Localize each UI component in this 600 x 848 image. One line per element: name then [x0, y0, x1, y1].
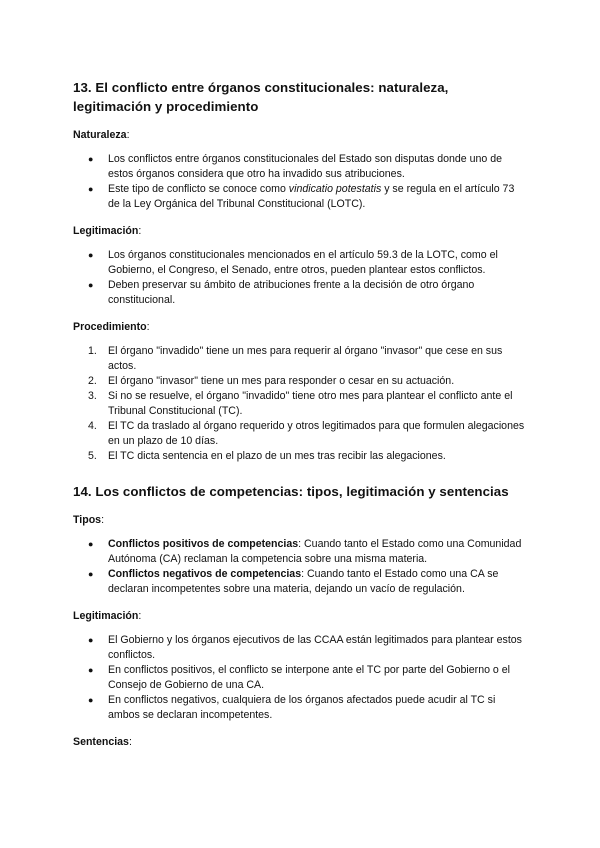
list-number: 4. [88, 420, 97, 432]
list-item: ● En conflictos negativos, cualquiera de los órganos afectados puede acudir al TC si ambos se declaran incompetentes. [88, 694, 496, 721]
bullet-icon: ● [88, 154, 94, 164]
list-item: ● Conflictos negativos de competencias: Cuando tanto el Estado como una CA se declaran incompetentes sobre una materia, dejando un vacío de regulación. [88, 568, 499, 595]
bullet-icon: ● [88, 695, 94, 705]
bullet-icon: ● [88, 539, 94, 549]
list-item: ● Los órganos constitucionales mencionados en el artículo 59.3 de la LOTC, como el Gobierno, el Congreso, el Senado, entre otros, pueden plantear estos conflictos. [88, 249, 498, 276]
bullet-icon: ● [88, 569, 94, 579]
tipos-heading: Tipos: [73, 514, 105, 526]
bullet-icon: ● [88, 184, 94, 194]
procedimiento-list [73, 344, 528, 464]
list-item: ● Los conflictos entre órganos constitucionales del Estado son disputas donde uno de estos órganos considera que otro ha invadido sus atribuciones. [88, 153, 502, 180]
list-item: ● El Gobierno y los órganos ejecutivos de las CCAA están legitimados para plantear estos conflictos. [88, 634, 522, 661]
list-item: ● Deben preservar su ámbito de atribuciones frente a la decisión de otro órgano constitucional. [88, 279, 475, 306]
list-number: 2. [88, 375, 97, 387]
legitimacion-heading: Legitimación: [73, 225, 142, 237]
list-item: ● Conflictos positivos de competencias: Cuando tanto el Estado como una Comunidad Autónoma (CA) reclaman la competencia sobre una misma materia. [88, 538, 522, 565]
tipos-list [73, 537, 528, 597]
section-14-title: 14. Los conflictos de competencias: tipos, legitimación y sentencias [73, 484, 509, 499]
naturaleza-heading: Naturaleza: [73, 129, 130, 141]
list-number: 3. [88, 390, 97, 402]
list-item: 4. El TC da traslado al órgano requerido y otros legitimados para que formulen alegaciones en un plazo de 10 días. [88, 420, 525, 447]
list-item: 5. El TC dicta sentencia en el plazo de un mes tras recibir las alegaciones. [88, 450, 446, 462]
bullet-icon: ● [88, 665, 94, 675]
bullet-icon: ● [88, 280, 94, 290]
section-13-title: 13. El conflicto entre órganos constitucionales: naturaleza, legitimación y procedimiento [73, 80, 449, 114]
list-number: 5. [88, 450, 97, 462]
list-item: ● Este tipo de conflicto se conoce como vindicatio potestatis y se regula en el artículo 73 de la Ley Orgánica del Tribunal Constitucional (LOTC). [88, 183, 515, 210]
sentencias-heading: Sentencias: [73, 736, 132, 748]
list-item: 1. El órgano "invadido" tiene un mes para requerir al órgano "invasor" que cese en sus actos. [88, 345, 503, 372]
procedimiento-heading: Procedimiento: [73, 321, 150, 333]
legitimacion-14-list [73, 633, 528, 723]
naturaleza-list [73, 152, 528, 212]
list-item: 3. Si no se resuelve, el órgano "invadido" tiene otro mes para plantear el conflicto ante el Tribunal Constitucional (TC). [88, 390, 513, 417]
list-item: 2. El órgano "invasor" tiene un mes para responder o cesar en su actuación. [88, 375, 455, 387]
list-number: 1. [88, 345, 97, 357]
list-item: ● En conflictos positivos, el conflicto se interpone ante el TC por parte del Gobierno o el Consejo de Gobierno de una CA. [88, 664, 511, 691]
bullet-icon: ● [88, 635, 94, 645]
legitimacion-list [73, 248, 528, 308]
document-page [73, 78, 528, 759]
bullet-icon: ● [88, 250, 94, 260]
legitimacion-14-heading: Legitimación: [73, 610, 142, 622]
